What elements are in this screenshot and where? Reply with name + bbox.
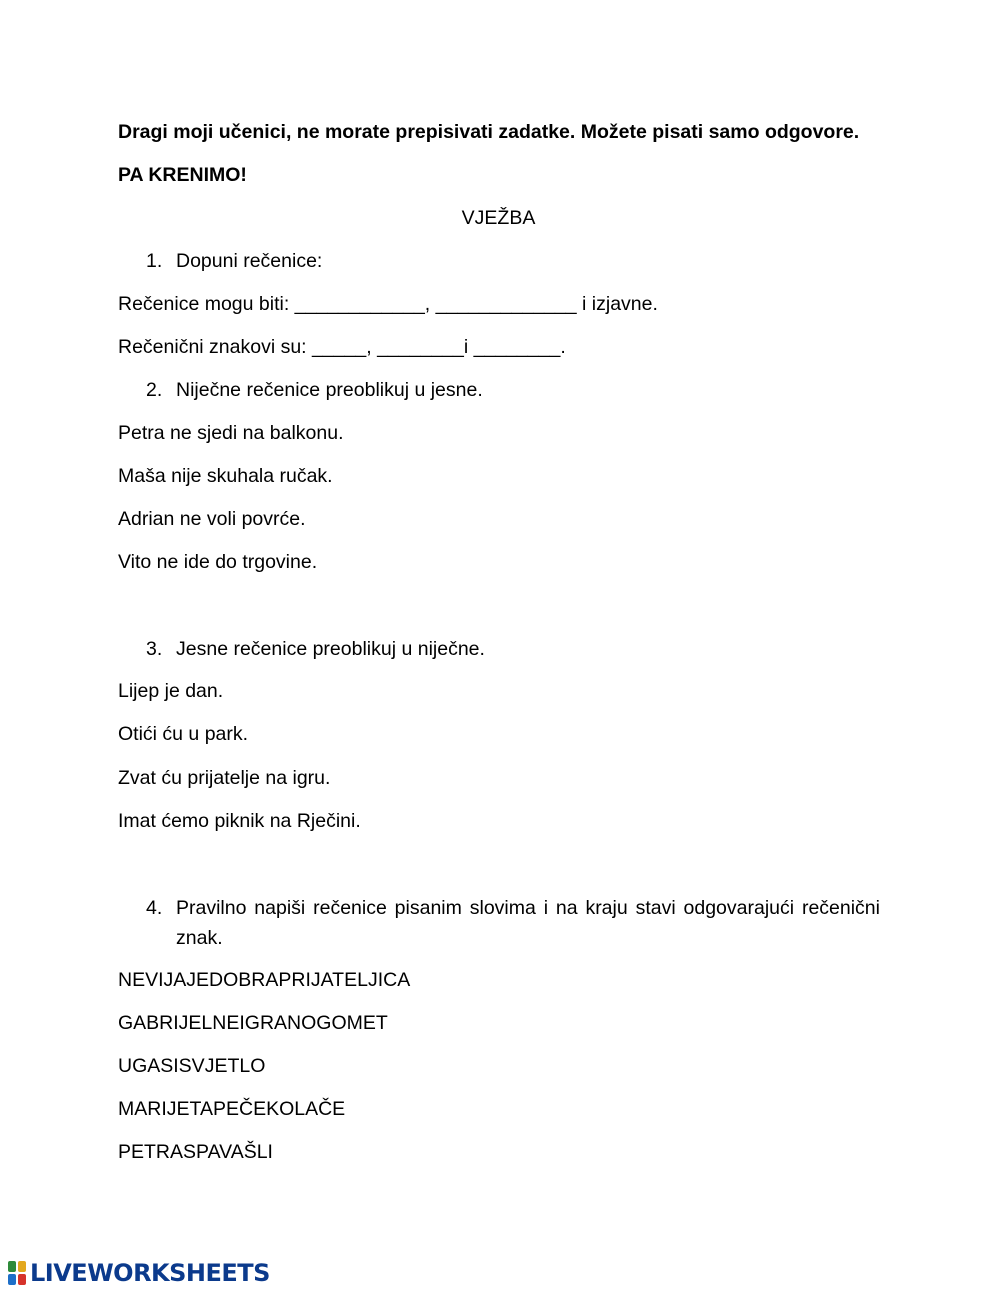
task-4-heading bbox=[146, 893, 880, 953]
task-number: 1. bbox=[146, 250, 163, 272]
task-2-sentence: Vito ne ide do trgovine. bbox=[118, 551, 318, 573]
liveworksheets-logo[interactable] bbox=[8, 1258, 270, 1288]
task-3-sentence: Zvat ću prijatelje na igru. bbox=[118, 767, 331, 789]
task-3-sentence: Imat ćemo piknik na Rječini. bbox=[118, 810, 361, 832]
task-number: 3. bbox=[146, 638, 163, 660]
task-heading-text: Niječne rečenice preoblikuj u jesne. bbox=[176, 379, 483, 401]
liveworksheets-logo-icon bbox=[8, 1261, 26, 1285]
task-1-line: Rečenični znakovi su: _____, ________i ________. bbox=[118, 336, 566, 358]
task-3-heading bbox=[146, 637, 485, 661]
task-4-sentence: PETRASPAVAŠLI bbox=[118, 1141, 273, 1163]
task-4-sentence: GABRIJELNEIGRANOGOMET bbox=[118, 1012, 388, 1034]
greeting-text: Dragi moji učenici, ne morate prepisivati zadatke. Možete pisati samo odgovore. bbox=[118, 121, 860, 143]
worksheet-title: VJEŽBA bbox=[461, 207, 536, 229]
task-2-sentence: Adrian ne voli povrće. bbox=[118, 508, 306, 530]
task-number: 2. bbox=[146, 379, 163, 401]
task-heading-text: Dopuni rečenice: bbox=[176, 250, 323, 272]
logo-text: LIVEWORKSHEETS bbox=[30, 1259, 270, 1287]
task-heading-text: Pravilno napiši rečenice pisanim slovima i na kraju stavi odgovarajući rečenični znak. bbox=[176, 897, 880, 949]
task-number: 4. bbox=[146, 897, 163, 919]
task-1-line: Rečenice mogu biti: ____________, _____________ i izjavne. bbox=[118, 293, 658, 315]
task-heading-text: Jesne rečenice preoblikuj u niječne. bbox=[176, 638, 485, 660]
task-2-sentence: Petra ne sjedi na balkonu. bbox=[118, 422, 344, 444]
task-3-sentence: Otići ću u park. bbox=[118, 723, 249, 745]
task-3-sentence: Lijep je dan. bbox=[118, 680, 224, 702]
start-heading: PA KRENIMO! bbox=[118, 164, 247, 186]
task-1-heading bbox=[146, 249, 322, 273]
task-4-sentence: NEVIJAJEDOBRAPRIJATELJICA bbox=[118, 969, 411, 991]
task-4-sentence: UGASISVJETLO bbox=[118, 1055, 266, 1077]
task-2-sentence: Maša nije skuhala ručak. bbox=[118, 465, 333, 487]
task-4-sentence: MARIJETAPEČEKOLAČE bbox=[118, 1098, 346, 1120]
task-2-heading bbox=[146, 378, 483, 402]
